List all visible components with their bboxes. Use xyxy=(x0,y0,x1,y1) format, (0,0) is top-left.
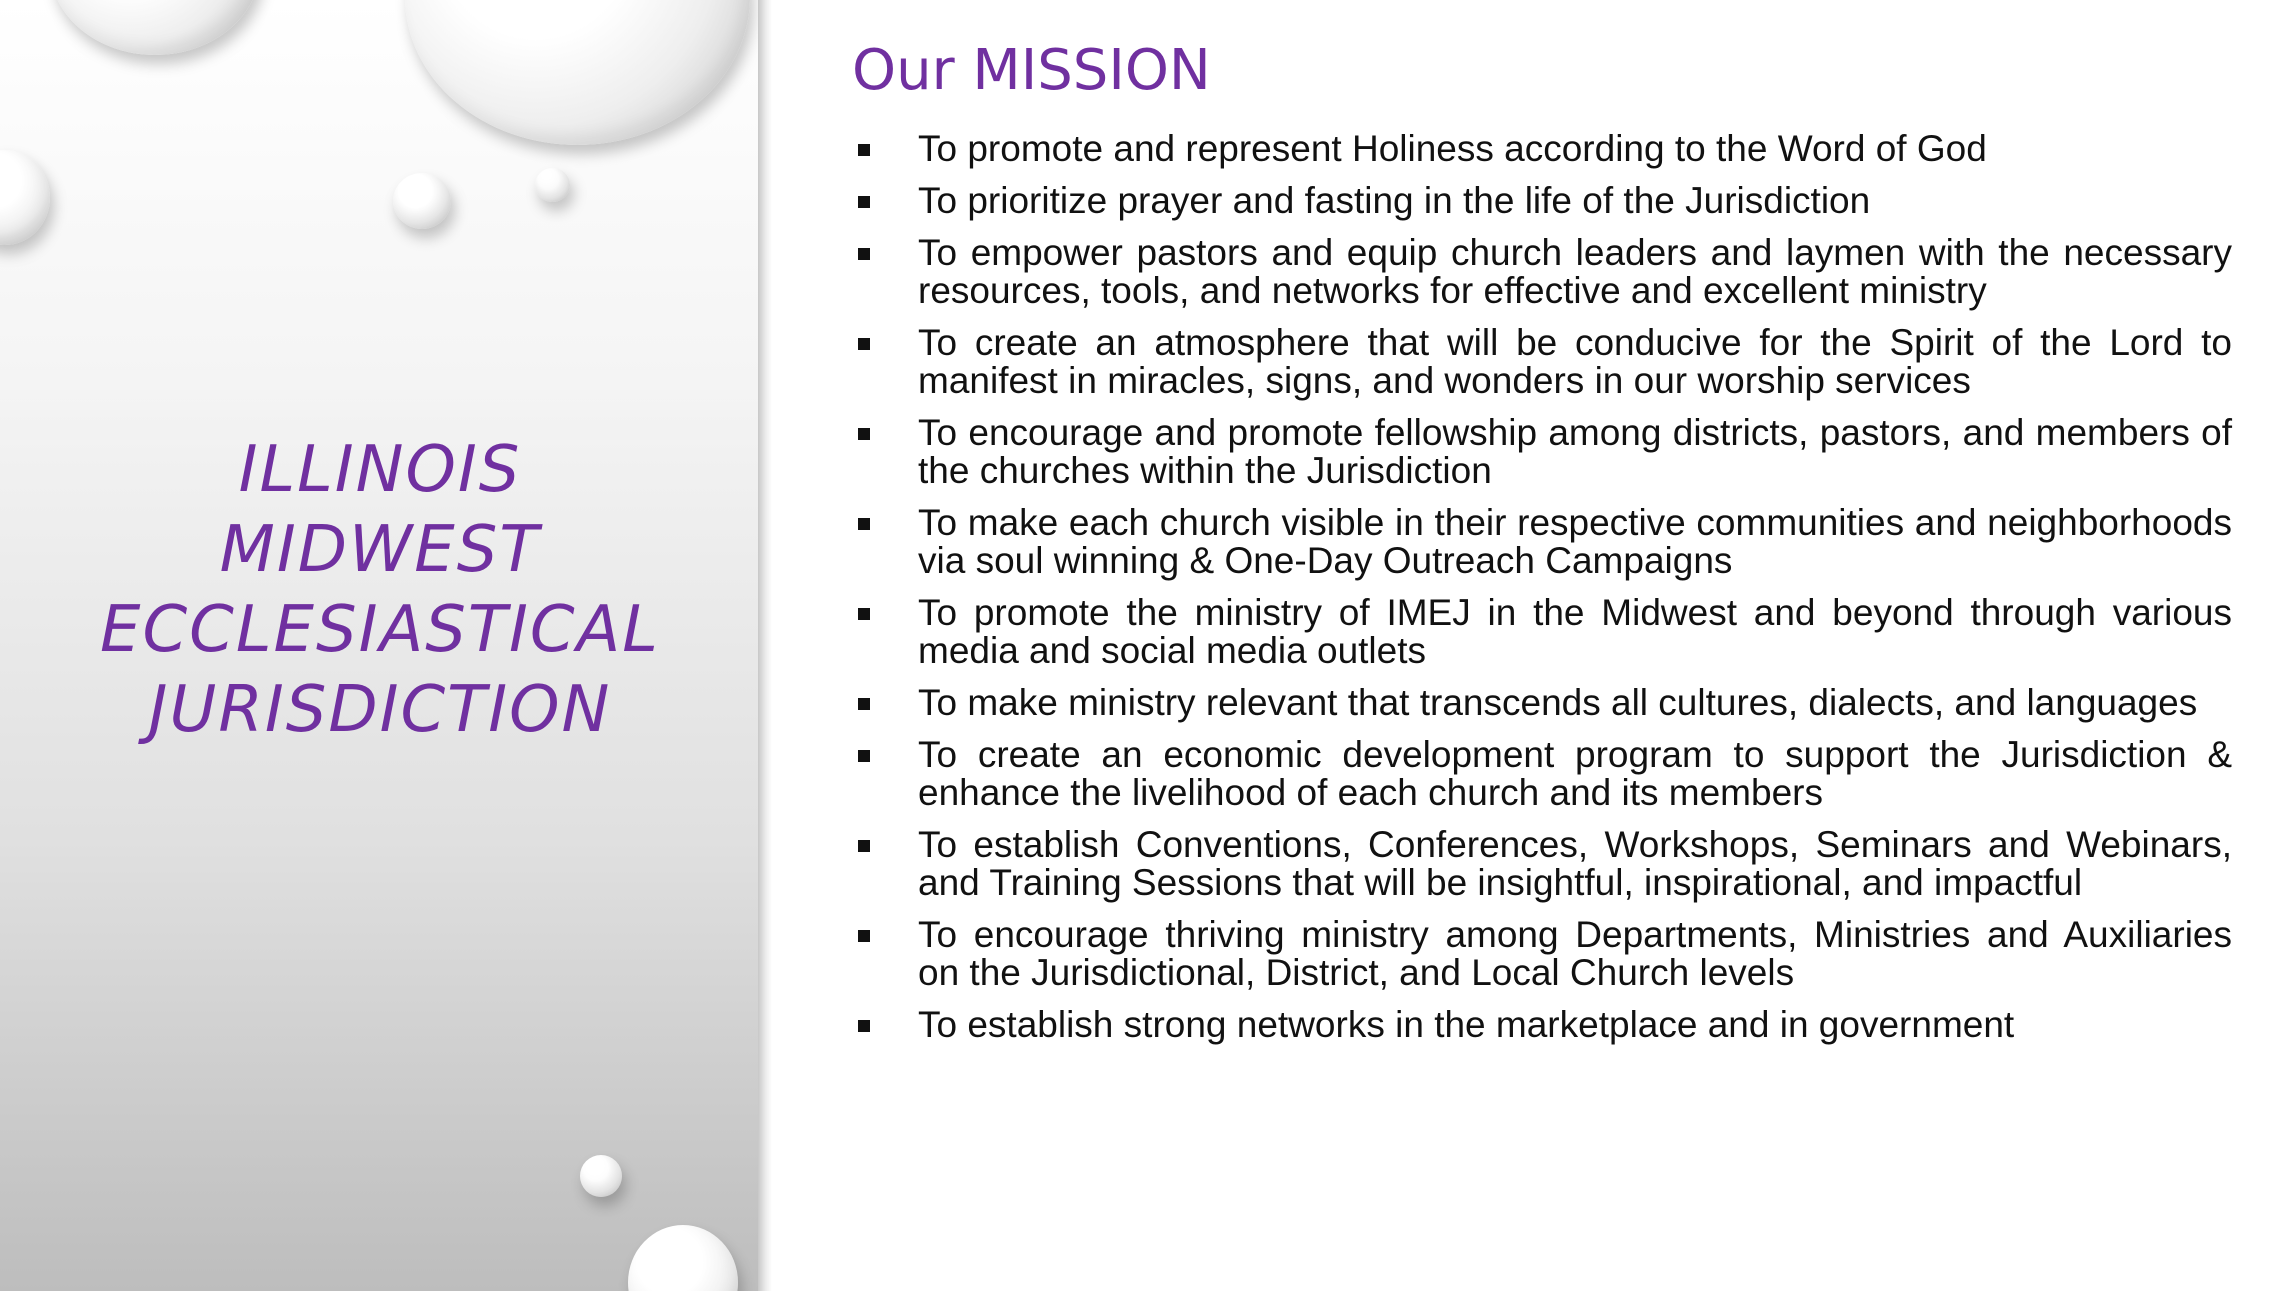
mission-item: To encourage thriving ministry among Departments, Ministries and Auxiliaries on the Jurisdictional, District, and Local Church levels xyxy=(852,916,2232,992)
mission-heading: Our MISSION xyxy=(852,38,1211,103)
water-droplet xyxy=(0,150,50,245)
mission-item: To create an atmosphere that will be conducive for the Spirit of the Lord to manifest in miracles, signs, and wonders in our worship services xyxy=(852,324,2232,400)
mission-item: To promote and represent Holiness according to the Word of God xyxy=(852,130,2232,168)
panel-divider xyxy=(758,0,772,1291)
mission-item: To promote the ministry of IMEJ in the Midwest and beyond through various media and social media outlets xyxy=(852,594,2232,670)
mission-item: To make ministry relevant that transcends all cultures, dialects, and languages xyxy=(852,684,2232,722)
water-droplet xyxy=(393,173,451,229)
water-droplet xyxy=(50,0,260,55)
jurisdiction-title-line: ECCLESIASTICAL xyxy=(100,593,660,667)
mission-item: To encourage and promote fellowship among districts, pastors, and members of the churches within the Jurisdiction xyxy=(852,414,2232,490)
mission-item: To establish Conventions, Conferences, Workshops, Seminars and Webinars, and Training Sessions that will be insightful, inspirational, and impactful xyxy=(852,826,2232,902)
water-droplet xyxy=(580,1155,622,1197)
jurisdiction-title xyxy=(80,430,680,750)
mission-item: To make each church visible in their respective communities and neighborhoods via soul winning & One-Day Outreach Campaigns xyxy=(852,504,2232,580)
mission-item: To prioritize prayer and fasting in the life of the Jurisdiction xyxy=(852,182,2232,220)
jurisdiction-title-line: MIDWEST xyxy=(219,513,541,587)
water-droplet xyxy=(405,0,750,145)
mission-item: To create an economic development program to support the Jurisdiction & enhance the livelihood of each church and its members xyxy=(852,736,2232,812)
jurisdiction-title-line: ILLINOIS xyxy=(238,433,522,507)
jurisdiction-title-line: JURISDICTION xyxy=(148,673,612,747)
mission-item: To establish strong networks in the marketplace and in government xyxy=(852,1006,2232,1044)
mission-item: To empower pastors and equip church leaders and laymen with the necessary resources, tools, and networks for effective and excellent ministry xyxy=(852,234,2232,310)
water-droplet xyxy=(535,168,570,202)
mission-list xyxy=(852,130,2232,1058)
water-droplet xyxy=(628,1225,738,1291)
left-panel xyxy=(0,0,765,1291)
